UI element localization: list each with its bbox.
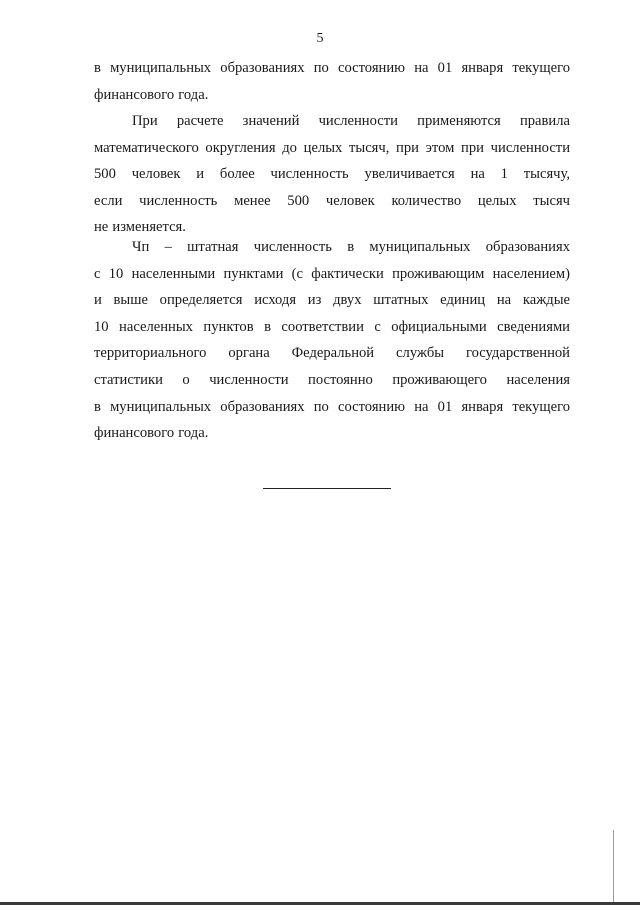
text-line: статистики о численности постоянно проживающего населения xyxy=(94,371,570,388)
paragraph-rounding-rule xyxy=(94,108,570,241)
text-line: Чп – штатная численность в муниципальных образованиях xyxy=(132,239,570,255)
text-line: и выше определяется исходя из двух штатных единиц на каждые xyxy=(94,292,570,309)
text-line: если численность менее 500 человек количество целых тысяч xyxy=(94,192,570,209)
text-line: финансового года. xyxy=(94,86,209,103)
text-line: финансового года. xyxy=(94,425,209,442)
text-line: не изменяется. xyxy=(94,219,186,236)
scan-edge-mark xyxy=(613,830,614,905)
page-number: 5 xyxy=(316,31,324,46)
text-line: математического округления до целых тысяч, при этом при численности xyxy=(94,139,570,156)
text-line: территориального органа Федеральной службы государственной xyxy=(94,345,570,362)
text-line: При расчете значений численности применяются правила xyxy=(132,113,570,129)
paragraph-continuation xyxy=(94,55,570,108)
text-line: 10 населенных пунктов в соответствии с официальными сведениями xyxy=(94,318,570,335)
end-divider-line xyxy=(263,488,391,489)
paragraph-staff-definition xyxy=(94,234,570,447)
text-line: 500 человек и более численность увеличивается на 1 тысячу, xyxy=(94,166,570,183)
text-line: с 10 населенными пунктами (с фактически проживающим населением) xyxy=(94,265,570,282)
text-line: в муниципальных образованиях по состоянию на 01 января текущего xyxy=(94,60,570,76)
text-line: в муниципальных образованиях по состоянию на 01 января текущего xyxy=(94,398,570,415)
